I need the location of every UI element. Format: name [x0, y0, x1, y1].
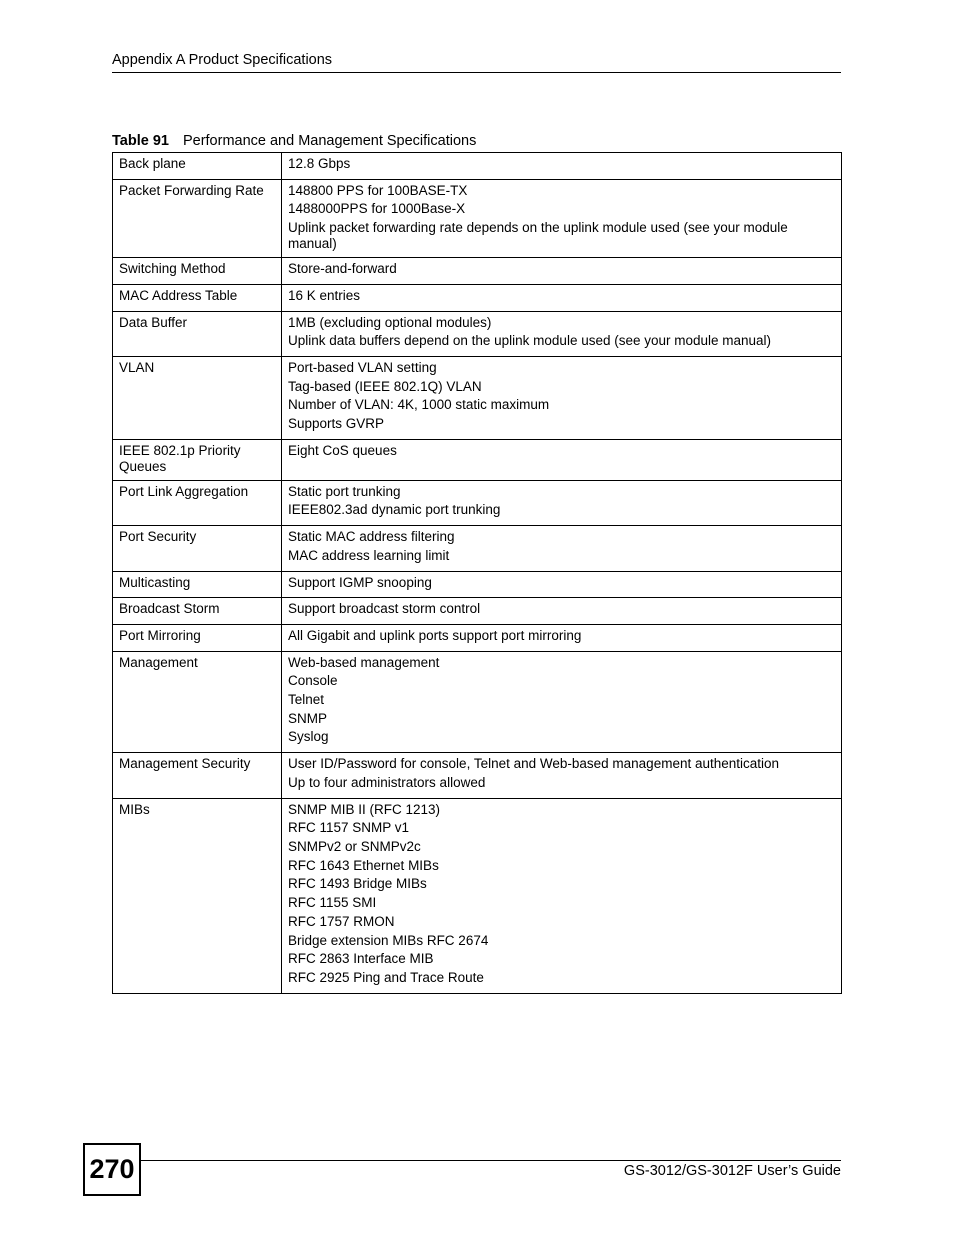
spec-value-line: Uplink data buffers depend on the uplink module used (see your module manual): [288, 333, 772, 349]
spec-label-cell: Port Mirroring: [113, 624, 282, 651]
table-row: [113, 179, 842, 257]
spec-label-cell: Packet Forwarding Rate: [113, 179, 282, 257]
table-row: [113, 624, 842, 651]
table-row: [113, 598, 842, 625]
table-row: [113, 753, 842, 798]
spec-value-line: Up to four administrators allowed: [288, 774, 486, 790]
table-row: [113, 356, 842, 439]
spec-value-line: Bridge extension MIBs RFC 2674: [288, 932, 489, 948]
spec-value-line: 16 K entries: [288, 287, 361, 303]
spec-label-cell: Management Security: [113, 753, 282, 798]
spec-value-line: RFC 2863 Interface MIB: [288, 951, 434, 967]
spec-label-cell: Management: [113, 651, 282, 753]
spec-value-line: SNMP: [288, 710, 328, 726]
table-row: [113, 480, 842, 525]
specifications-table-body: [113, 153, 842, 994]
spec-value-cell: [282, 179, 842, 257]
spec-value-line: Syslog: [288, 729, 329, 745]
spec-value-line: Console: [288, 673, 338, 689]
spec-value-cell: [282, 598, 842, 625]
table-caption-title: Performance and Management Specifications: [182, 133, 477, 149]
spec-value-cell: [282, 153, 842, 180]
spec-value-cell: [282, 480, 842, 525]
spec-label-cell: Port Link Aggregation: [113, 480, 282, 525]
spec-value-cell: [282, 624, 842, 651]
spec-label-cell: VLAN: [113, 356, 282, 439]
table-row: [113, 439, 842, 480]
table-row: [113, 798, 842, 993]
footer-guide-title: GS-3012/GS-3012F User’s Guide: [623, 1163, 841, 1179]
spec-label-cell: Port Security: [113, 526, 282, 571]
table-row: [113, 153, 842, 180]
spec-label-cell: MIBs: [113, 798, 282, 993]
specifications-table: [112, 152, 842, 994]
table-row: [113, 571, 842, 598]
spec-value-line: RFC 1757 RMON: [288, 913, 395, 929]
table-caption-label: Table 91: [112, 133, 169, 149]
table-row: [113, 284, 842, 311]
spec-value-line: Static port trunking: [288, 483, 401, 499]
spec-value-line: Web-based management: [288, 654, 440, 670]
spec-value-cell: [282, 526, 842, 571]
spec-value-line: 1MB (excluding optional modules): [288, 314, 492, 330]
table-caption: [112, 132, 476, 150]
spec-value-line: Support IGMP snooping: [288, 574, 432, 590]
spec-label-cell: MAC Address Table: [113, 284, 282, 311]
spec-value-line: SNMPv2 or SNMPv2c: [288, 838, 421, 854]
table-row: [113, 526, 842, 571]
spec-value-line: IEEE802.3ad dynamic port trunking: [288, 502, 501, 518]
spec-value-line: Tag-based (IEEE 802.1Q) VLAN: [288, 378, 482, 394]
spec-value-line: MAC address learning limit: [288, 547, 450, 563]
spec-value-cell: [282, 439, 842, 480]
spec-value-cell: [282, 753, 842, 798]
spec-label-cell: Switching Method: [113, 258, 282, 285]
spec-value-line: 12.8 Gbps: [288, 156, 351, 171]
spec-value-line: Port-based VLAN setting: [288, 359, 437, 375]
spec-label-cell: Broadcast Storm: [113, 598, 282, 625]
spec-value-cell: [282, 284, 842, 311]
page-number: 270: [83, 1143, 141, 1196]
spec-value-cell: [282, 798, 842, 993]
spec-value-line: RFC 1155 SMI: [288, 895, 377, 911]
table-row: [113, 311, 842, 356]
spec-value-line: 148800 PPS for 100BASE-TX: [288, 182, 468, 198]
spec-value-line: RFC 2925 Ping and Trace Route: [288, 969, 484, 985]
spec-value-line: All Gigabit and uplink ports support port mirroring: [288, 627, 582, 643]
spec-label-cell: Data Buffer: [113, 311, 282, 356]
table-row: [113, 258, 842, 285]
table-row: [113, 651, 842, 753]
running-header: Appendix A Product Specifications: [112, 51, 841, 73]
spec-value-cell: [282, 651, 842, 753]
spec-label-cell: Multicasting: [113, 571, 282, 598]
spec-value-line: RFC 1493 Bridge MIBs: [288, 876, 427, 892]
spec-value-line: Uplink packet forwarding rate depends on the uplink module used (see your module manual): [288, 220, 788, 252]
spec-value-line: Support broadcast storm control: [288, 601, 481, 617]
spec-value-cell: [282, 258, 842, 285]
footer-divider: [140, 1160, 841, 1161]
spec-label-cell: Back plane: [113, 153, 282, 180]
spec-value-line: RFC 1643 Ethernet MIBs: [288, 857, 439, 873]
spec-value-line: Store-and-forward: [288, 261, 397, 277]
spec-value-cell: [282, 571, 842, 598]
spec-value-line: Eight CoS queues: [288, 442, 397, 458]
spec-value-cell: [282, 311, 842, 356]
spec-value-line: Telnet: [288, 692, 325, 708]
spec-label-cell: IEEE 802.1p Priority Queues: [113, 439, 282, 480]
spec-value-line: 1488000PPS for 1000Base-X: [288, 201, 466, 217]
spec-value-cell: [282, 356, 842, 439]
spec-value-line: User ID/Password for console, Telnet and Web-based management authentication: [288, 756, 780, 772]
spec-value-line: SNMP MIB II (RFC 1213): [288, 801, 441, 817]
spec-value-line: Number of VLAN: 4K, 1000 static maximum: [288, 397, 550, 413]
spec-value-line: RFC 1157 SNMP v1: [288, 820, 410, 836]
spec-value-line: Supports GVRP: [288, 416, 385, 432]
spec-value-line: Static MAC address filtering: [288, 529, 455, 545]
